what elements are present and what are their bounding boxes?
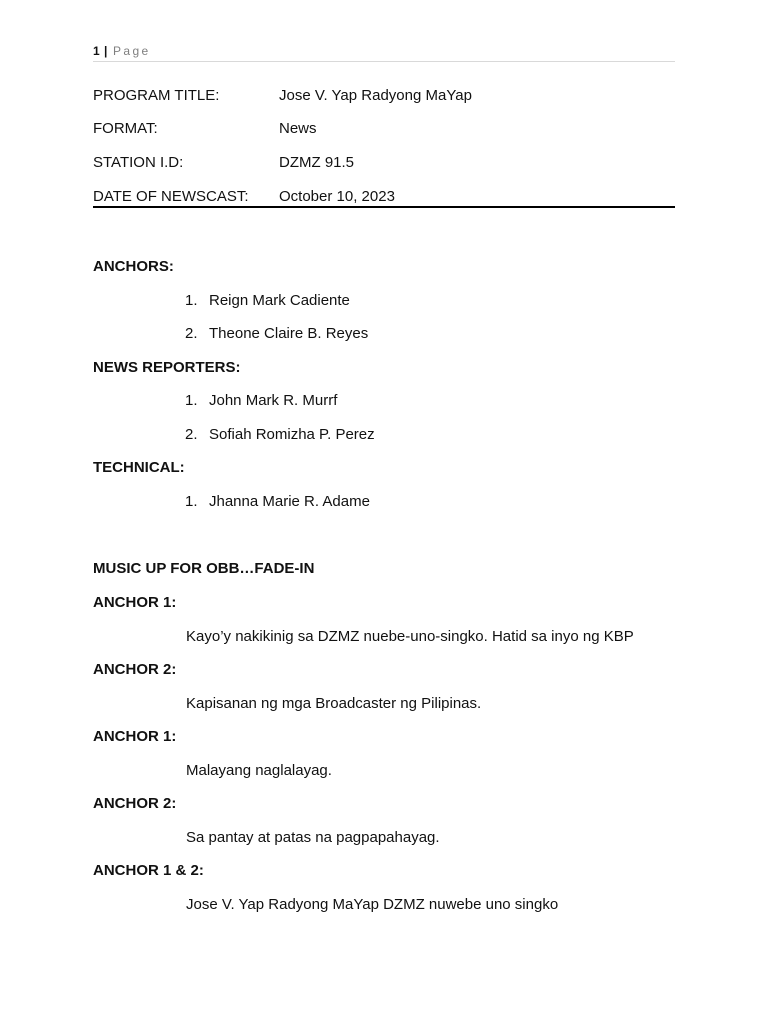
page-label: Page xyxy=(113,44,151,58)
script-line: Jose V. Yap Radyong MaYap DZMZ nuwebe uno singko xyxy=(186,896,559,913)
anchor-name: Reign Mark Cadiente xyxy=(209,292,350,309)
page-number-separator: | xyxy=(104,44,108,58)
anchor-name: Theone Claire B. Reyes xyxy=(209,325,369,342)
date-of-newscast-value: October 10, 2023 xyxy=(279,188,395,205)
page-number: 1 xyxy=(93,44,100,58)
speaker-label: ANCHOR 1: xyxy=(93,728,177,745)
format-value: News xyxy=(279,120,317,137)
list-item-number: 1. xyxy=(185,493,198,510)
news-reporters-heading: NEWS REPORTERS: xyxy=(93,359,241,376)
station-id-value: DZMZ 91.5 xyxy=(279,154,355,171)
speaker-label: ANCHOR 1: xyxy=(93,594,177,611)
list-item-number: 1. xyxy=(185,392,198,409)
music-cue: MUSIC UP FOR OBB…FADE-IN xyxy=(93,560,315,577)
technical-heading: TECHNICAL: xyxy=(93,459,185,476)
speaker-label: ANCHOR 2: xyxy=(93,795,177,812)
speaker-label: ANCHOR 2: xyxy=(93,661,177,678)
format-label: FORMAT: xyxy=(93,120,158,137)
list-item-number: 1. xyxy=(185,292,198,309)
header-rule xyxy=(93,61,675,62)
script-line: Kayo’y nakikinig sa DZMZ nuebe-uno-singko. Hatid sa inyo ng KBP xyxy=(186,628,634,645)
info-divider-rule xyxy=(93,206,675,208)
program-title-value: Jose V. Yap Radyong MaYap xyxy=(279,87,472,104)
technical-name: Jhanna Marie R. Adame xyxy=(209,493,370,510)
script-line: Sa pantay at patas na pagpapahayag. xyxy=(186,829,440,846)
date-of-newscast-label: DATE OF NEWSCAST: xyxy=(93,188,249,205)
script-line: Malayang naglalayag. xyxy=(186,762,332,779)
script-line: Kapisanan ng mga Broadcaster ng Pilipinas. xyxy=(186,695,482,712)
anchors-heading: ANCHORS: xyxy=(93,258,174,275)
station-id-label: STATION I.D: xyxy=(93,154,184,171)
reporter-name: John Mark R. Murrf xyxy=(209,392,338,409)
speaker-label: ANCHOR 1 & 2: xyxy=(93,862,204,879)
reporter-name: Sofiah Romizha P. Perez xyxy=(209,426,375,443)
list-item-number: 2. xyxy=(185,426,198,443)
program-title-label: PROGRAM TITLE: xyxy=(93,87,220,104)
list-item-number: 2. xyxy=(185,325,198,342)
